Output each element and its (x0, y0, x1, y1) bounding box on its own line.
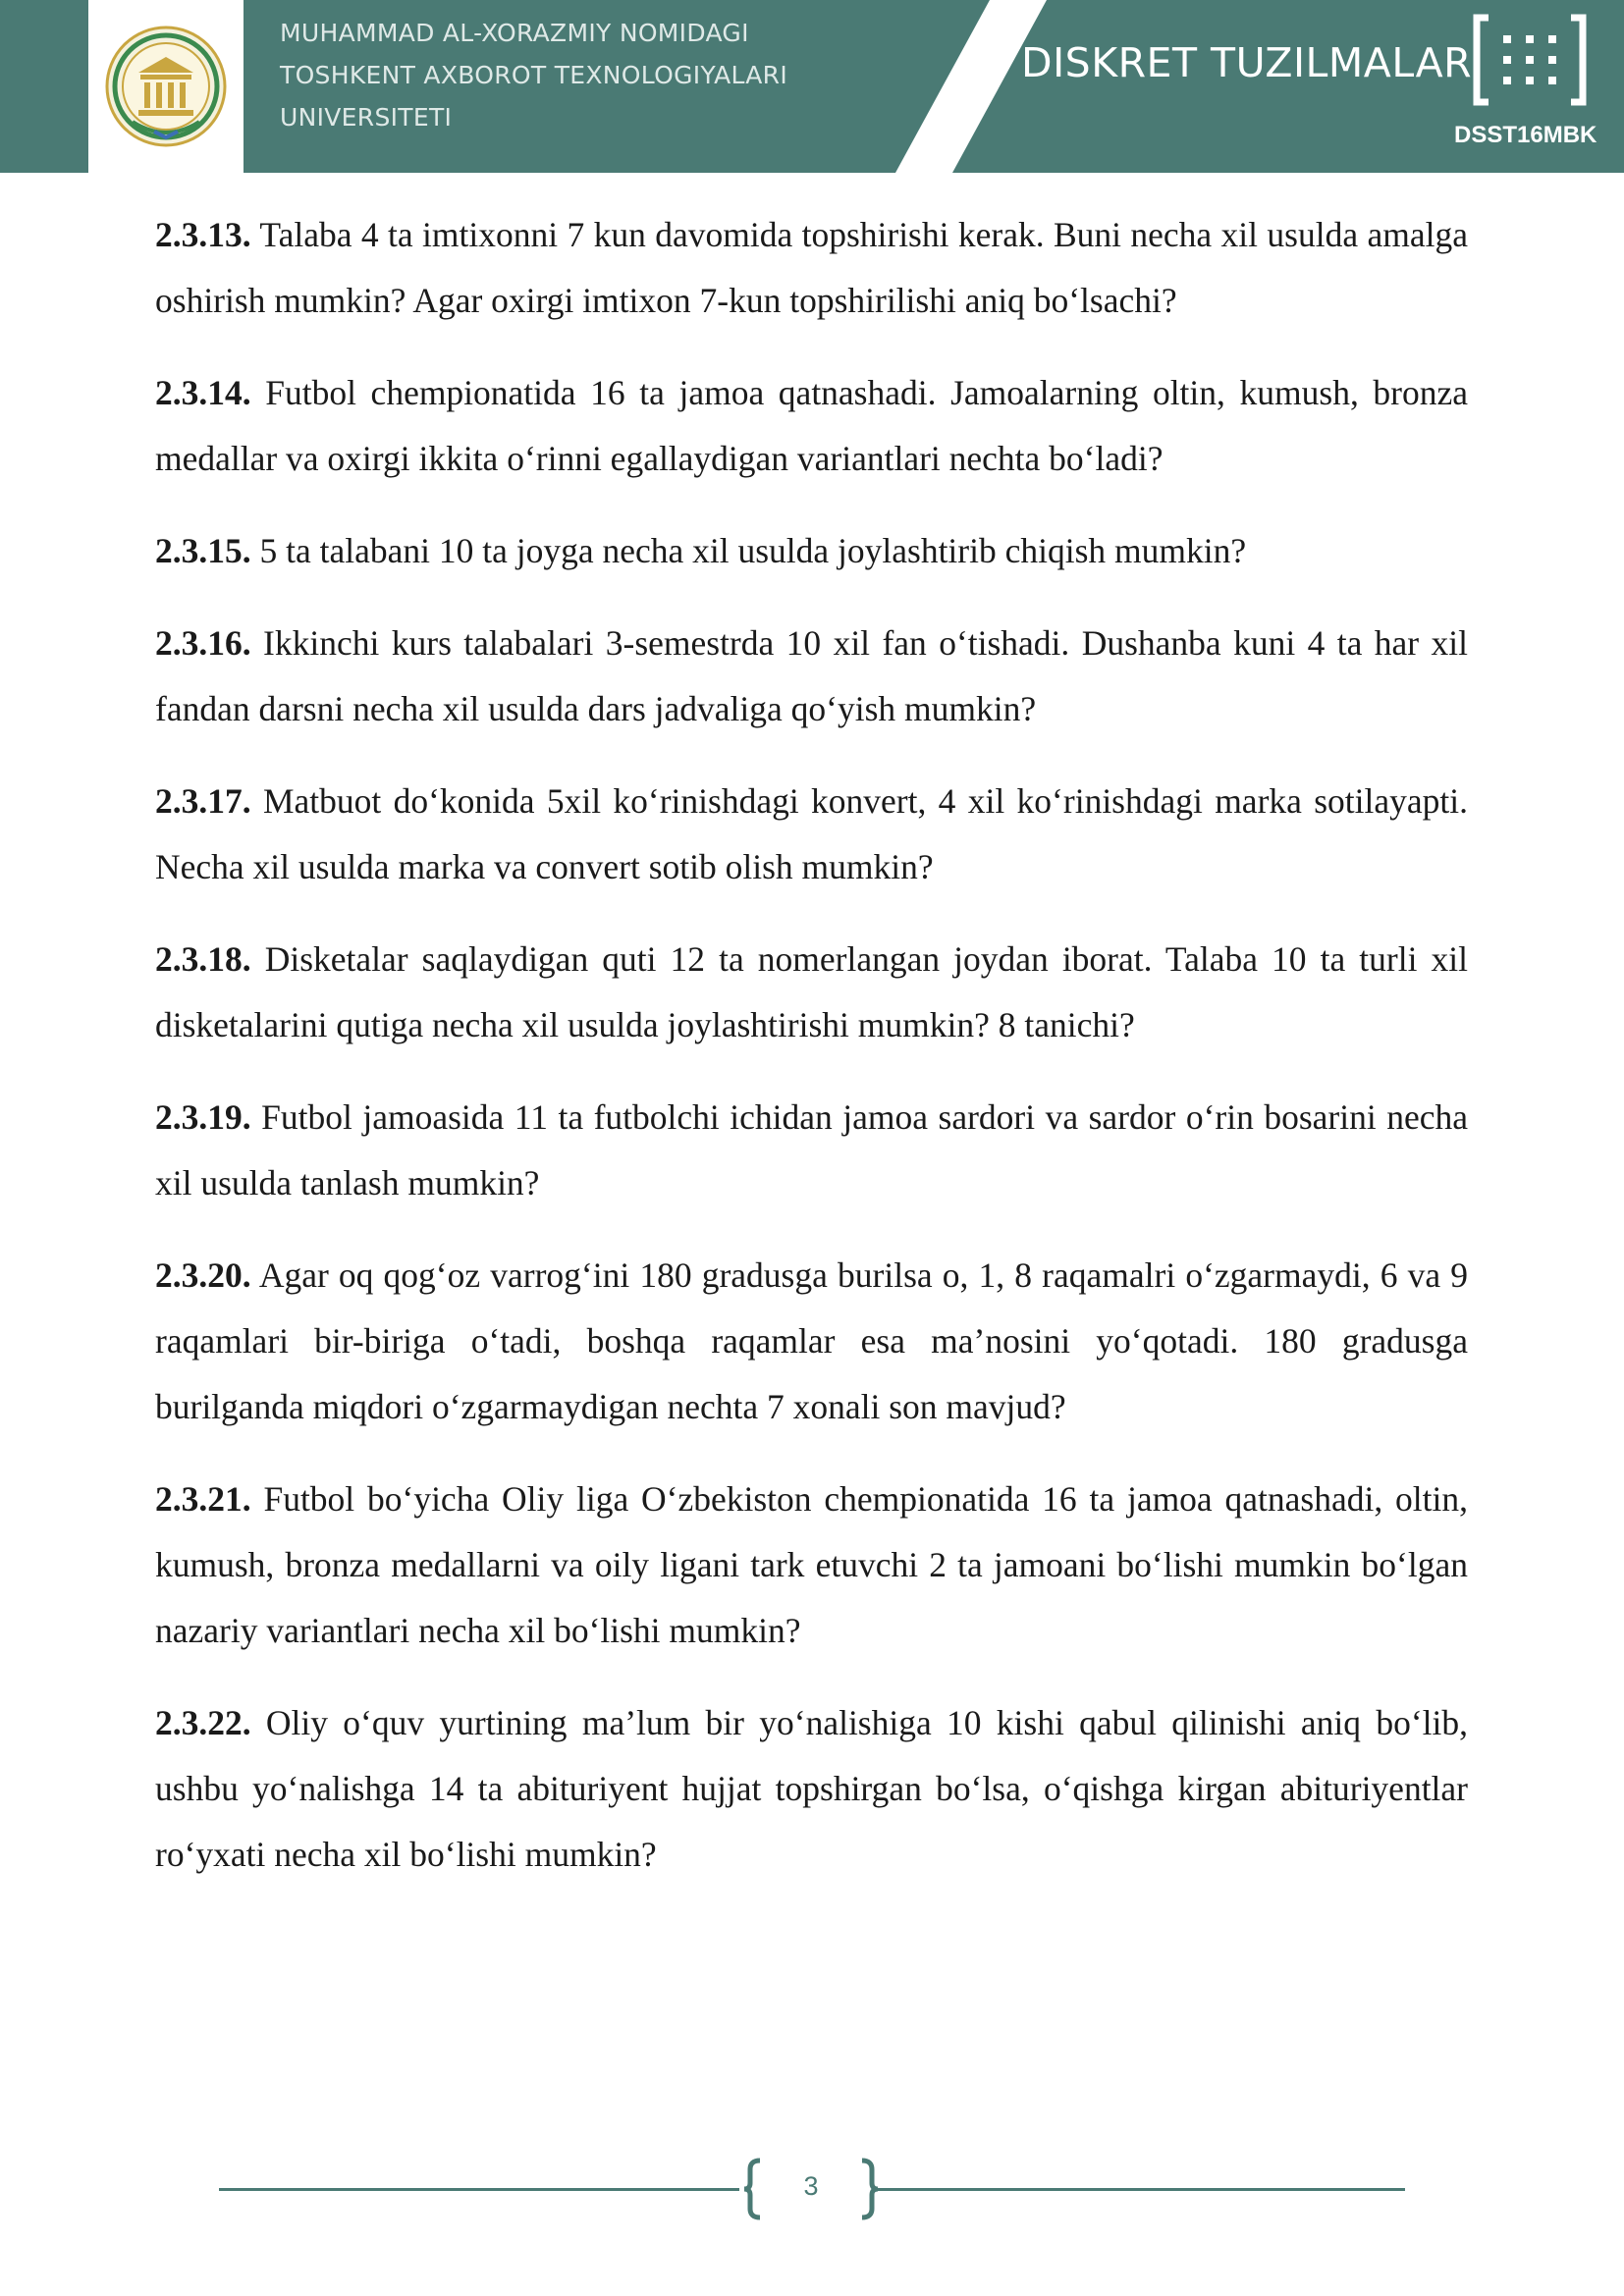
problem-number: 2.3.19. (155, 1097, 251, 1137)
problem-number: 2.3.20. (155, 1255, 251, 1295)
problem-number: 2.3.15. (155, 531, 251, 570)
problem-number: 2.3.17. (155, 781, 251, 821)
problem-item (155, 611, 1468, 742)
problem-number: 2.3.13. (155, 215, 251, 254)
problem-text: Futbol bo‘yicha Oliy liga O‘zbekiston chempionatida 16 ta jamoa qatnashadi, oltin, kumush, bronza medallarni va oily ligani tark etuvchi 2 ta jamoani bo‘lishi mumkin bo‘lgan nazariy variantlari necha xil bo‘lishi mumkin? (155, 1479, 1468, 1650)
problem-text: Futbol jamoasida 11 ta futbolchi ichidan jamoa sardori va sardor o‘rin bosarini necha xil usulda tanlash mumkin? (155, 1097, 1469, 1202)
problem-text: 5 ta talabani 10 ta joyga necha xil usulda joylashtirib chiqish mumkin? (250, 531, 1247, 570)
university-name-line-2: TOSHKENT AXBOROT TEXNOLOGIYALARI (280, 61, 788, 89)
problem-text: Futbol chempionatida 16 ta jamoa qatnashadi. Jamoalarning oltin, kumush, bronza medallar va oxirgi ikkita o‘rinni egallaydigan variantlari nechta bo‘ladi? (155, 373, 1469, 478)
problem-text: Oliy o‘quv yurtining ma’lum bir yo‘nalishiga 10 kishi qabul qilinishi aniq bo‘lib, ushbu yo‘nalishga 14 ta abituriyent hujjat topshirgan bo‘lsa, o‘qishga kirgan abituriyentlar ro‘yxati necha xil bo‘lishi mumkin? (155, 1703, 1468, 1874)
problem-item (155, 1690, 1468, 1888)
university-name-line-1: MUHAMMAD AL-XORAZMIY NOMIDAGI (280, 19, 749, 47)
problem-text: Talaba 4 ta imtixonni 7 kun davomida topshirishi kerak. Buni necha xil usulda amalga oshirish mumkin? Agar oxirgi imtixon 7-kun topshirilishi aniq bo‘lsachi? (155, 215, 1468, 320)
problem-item (155, 1467, 1468, 1664)
problem-text: Ikkinchi kurs talabalari 3-semestrda 10 xil fan o‘tishadi. Dushanba kuni 4 ta har xil fandan darsni necha xil usulda dars jadvaliga qo‘yish mumkin? (155, 623, 1468, 728)
course-title: DISKRET TUZILMALAR (1021, 39, 1473, 86)
problem-item (155, 1085, 1468, 1216)
page-header (0, 0, 1624, 173)
problem-item (155, 202, 1468, 334)
footer-rule-left (219, 2188, 739, 2191)
course-code: DSST16MBK (1454, 122, 1597, 148)
problem-number: 2.3.16. (155, 623, 251, 663)
problem-number: 2.3.18. (155, 939, 251, 979)
problem-number: 2.3.21. (155, 1479, 251, 1519)
problem-text: Matbuot do‘konida 5xil ko‘rinishdagi konvert, 4 xil ko‘rinishdagi marka sotilayapti. Necha xil usulda marka va convert sotib olish mumkin? (155, 781, 1468, 886)
problem-item (155, 769, 1468, 900)
problem-item (155, 360, 1468, 492)
problem-number: 2.3.14. (155, 373, 251, 412)
problem-item (155, 518, 1468, 584)
university-name-line-3: UNIVERSITETI (280, 103, 453, 132)
header-divider-stripe (0, 0, 1624, 173)
problem-number: 2.3.22. (155, 1703, 251, 1742)
problem-text: Disketalar saqlaydigan quti 12 ta nomerlangan joydan iborat. Talaba 10 ta turli xil disketalarini qutiga necha xil usulda joylashtirishi mumkin? 8 tanichi? (155, 939, 1468, 1044)
bracket-dots-icon (1473, 14, 1587, 106)
footer-rule-right (877, 2188, 1405, 2191)
problem-list (155, 202, 1468, 1914)
problem-item (155, 927, 1468, 1058)
problem-item (155, 1243, 1468, 1440)
page-number: 3 (803, 2171, 819, 2201)
problem-text: Agar oq qog‘oz varrog‘ini 180 gradusga burilsa o, 1, 8 raqamalri o‘zgarmaydi, 6 va 9 raqamlari bir-biriga o‘tadi, boshqa raqamlar esa ma’nosini yo‘qotadi. 180 gradusga burilganda miqdori o‘zgarmaydigan nechta 7 xonali son mavjud? (155, 1255, 1468, 1426)
